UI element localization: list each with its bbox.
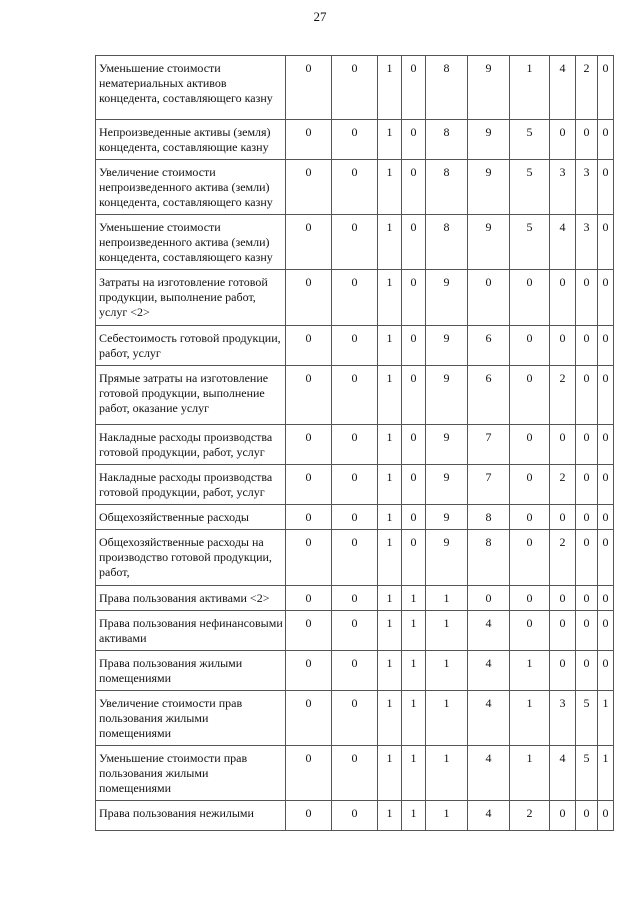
code-digit-cell: 4 [550,56,576,120]
code-digit-cell: 0 [332,215,378,270]
code-digit-cell: 1 [378,465,402,505]
code-digit-cell: 4 [468,611,510,651]
code-digit-cell: 0 [598,326,614,366]
code-digit-cell: 0 [402,56,426,120]
code-digit-cell: 1 [378,586,402,611]
code-digit-cell: 1 [426,586,468,611]
code-digit-cell: 0 [332,120,378,160]
code-digit-cell: 0 [510,366,550,425]
code-digit-cell: 0 [598,611,614,651]
account-name-cell: Уменьшение стоимости непроизведенного актива (земли) концедента, составляющего казну [96,215,286,270]
code-digit-cell: 1 [378,746,402,801]
table-row [96,586,614,611]
code-digit-cell: 0 [286,326,332,366]
code-digit-cell: 0 [286,56,332,120]
code-digit-cell: 1 [402,651,426,691]
code-digit-cell: 1 [598,691,614,746]
code-digit-cell: 4 [468,691,510,746]
account-name-cell: Права пользования нефинансовыми активами [96,611,286,651]
code-digit-cell: 0 [576,366,598,425]
code-digit-cell: 0 [332,611,378,651]
code-digit-cell: 0 [598,505,614,530]
account-codes-table [95,55,614,831]
code-digit-cell: 7 [468,465,510,505]
code-digit-cell: 8 [426,120,468,160]
code-digit-cell: 0 [402,366,426,425]
account-name-cell: Непроизведенные активы (земля) концедента, составляющие казну [96,120,286,160]
code-digit-cell: 5 [510,160,550,215]
code-digit-cell: 1 [378,56,402,120]
code-digit-cell: 0 [576,611,598,651]
code-digit-cell: 8 [426,160,468,215]
table-row [96,530,614,586]
code-digit-cell: 0 [550,651,576,691]
code-digit-cell: 0 [550,611,576,651]
code-digit-cell: 0 [598,215,614,270]
table-row [96,505,614,530]
code-digit-cell: 1 [378,120,402,160]
code-digit-cell: 9 [426,270,468,326]
code-digit-cell: 0 [576,586,598,611]
code-digit-cell: 0 [286,160,332,215]
code-digit-cell: 0 [576,326,598,366]
code-digit-cell: 9 [426,326,468,366]
code-digit-cell: 0 [286,215,332,270]
code-digit-cell: 0 [286,465,332,505]
code-digit-cell: 0 [286,611,332,651]
code-digit-cell: 2 [510,801,550,831]
code-digit-cell: 0 [286,801,332,831]
code-digit-cell: 0 [576,801,598,831]
code-digit-cell: 0 [402,530,426,586]
code-digit-cell: 0 [576,530,598,586]
code-digit-cell: 0 [576,651,598,691]
code-digit-cell: 3 [576,160,598,215]
table-row [96,611,614,651]
account-name-cell: Права пользования нежилыми [96,801,286,831]
code-digit-cell: 4 [468,746,510,801]
code-digit-cell: 0 [332,366,378,425]
code-digit-cell: 0 [550,425,576,465]
code-digit-cell: 0 [468,270,510,326]
code-digit-cell: 0 [402,326,426,366]
code-digit-cell: 0 [332,746,378,801]
code-digit-cell: 1 [378,366,402,425]
code-digit-cell: 0 [598,56,614,120]
account-name-cell: Себестоимость готовой продукции, работ, услуг [96,326,286,366]
code-digit-cell: 0 [598,801,614,831]
code-digit-cell: 4 [468,651,510,691]
code-digit-cell: 3 [550,160,576,215]
account-name-cell: Накладные расходы производства готовой продукции, работ, услуг [96,465,286,505]
code-digit-cell: 9 [426,505,468,530]
code-digit-cell: 4 [468,801,510,831]
code-digit-cell: 0 [550,801,576,831]
code-digit-cell: 1 [402,801,426,831]
table-row [96,120,614,160]
code-digit-cell: 0 [576,425,598,465]
code-digit-cell: 1 [378,425,402,465]
code-digit-cell: 1 [510,56,550,120]
table-row [96,691,614,746]
code-digit-cell: 1 [378,651,402,691]
code-digit-cell: 4 [550,746,576,801]
code-digit-cell: 0 [576,505,598,530]
code-digit-cell: 2 [550,465,576,505]
account-name-cell: Увеличение стоимости прав пользования жилыми помещениями [96,691,286,746]
code-digit-cell: 4 [550,215,576,270]
code-digit-cell: 2 [550,530,576,586]
code-digit-cell: 1 [510,746,550,801]
code-digit-cell: 1 [598,746,614,801]
code-digit-cell: 0 [598,586,614,611]
table-row [96,160,614,215]
account-name-cell: Прямые затраты на изготовление готовой продукции, выполнение работ, оказание услуг [96,366,286,425]
code-digit-cell: 0 [468,586,510,611]
code-digit-cell: 9 [468,160,510,215]
code-digit-cell: 5 [576,746,598,801]
code-digit-cell: 0 [598,465,614,505]
code-digit-cell: 1 [426,801,468,831]
code-digit-cell: 0 [576,270,598,326]
code-digit-cell: 1 [426,691,468,746]
code-digit-cell: 6 [468,366,510,425]
table-row [96,801,614,831]
code-digit-cell: 8 [426,215,468,270]
code-digit-cell: 0 [510,530,550,586]
page-number: 27 [313,9,327,24]
code-digit-cell: 1 [378,215,402,270]
code-digit-cell: 0 [286,586,332,611]
code-digit-cell: 9 [426,465,468,505]
code-digit-cell: 0 [576,465,598,505]
code-digit-cell: 1 [510,651,550,691]
code-digit-cell: 1 [426,746,468,801]
code-digit-cell: 9 [426,530,468,586]
account-name-cell: Накладные расходы производства готовой продукции, работ, услуг [96,425,286,465]
code-digit-cell: 1 [402,691,426,746]
code-digit-cell: 0 [598,270,614,326]
code-digit-cell: 0 [286,530,332,586]
code-digit-cell: 1 [378,611,402,651]
code-digit-cell: 0 [402,215,426,270]
code-digit-cell: 0 [402,120,426,160]
code-digit-cell: 1 [378,691,402,746]
code-digit-cell: 0 [402,465,426,505]
account-name-cell: Уменьшение стоимости нематериальных активов концедента, составляющего казну [96,56,286,120]
code-digit-cell: 9 [468,56,510,120]
table-row [96,651,614,691]
code-digit-cell: 5 [510,120,550,160]
table-row [96,326,614,366]
code-digit-cell: 0 [332,691,378,746]
code-digit-cell: 1 [378,160,402,215]
code-digit-cell: 0 [598,530,614,586]
code-digit-cell: 8 [468,505,510,530]
code-digit-cell: 1 [426,651,468,691]
code-digit-cell: 0 [598,160,614,215]
code-digit-cell: 9 [426,425,468,465]
account-name-cell: Права пользования активами <2> [96,586,286,611]
code-digit-cell: 0 [332,586,378,611]
code-digit-cell: 0 [332,270,378,326]
code-digit-cell: 0 [576,120,598,160]
code-digit-cell: 0 [332,425,378,465]
code-digit-cell: 1 [402,611,426,651]
code-digit-cell: 0 [286,505,332,530]
code-digit-cell: 9 [426,366,468,425]
code-digit-cell: 3 [550,691,576,746]
table-row [96,215,614,270]
code-digit-cell: 0 [332,505,378,530]
code-digit-cell: 0 [402,160,426,215]
code-digit-cell: 1 [402,586,426,611]
code-digit-cell: 6 [468,326,510,366]
code-digit-cell: 0 [286,425,332,465]
code-digit-cell: 3 [576,215,598,270]
code-digit-cell: 0 [286,651,332,691]
account-name-cell: Общехозяйственные расходы [96,505,286,530]
code-digit-cell: 0 [510,465,550,505]
code-digit-cell: 9 [468,120,510,160]
code-digit-cell: 5 [510,215,550,270]
code-digit-cell: 5 [576,691,598,746]
code-digit-cell: 1 [378,505,402,530]
account-name-cell: Увеличение стоимости непроизведенного актива (земли) концедента, составляющего казну [96,160,286,215]
code-digit-cell: 0 [332,465,378,505]
code-digit-cell: 0 [510,270,550,326]
code-digit-cell: 0 [402,505,426,530]
code-digit-cell: 8 [468,530,510,586]
code-digit-cell: 0 [510,425,550,465]
code-digit-cell: 0 [598,120,614,160]
code-digit-cell: 0 [332,326,378,366]
code-digit-cell: 2 [550,366,576,425]
code-digit-cell: 0 [332,530,378,586]
code-digit-cell: 1 [378,270,402,326]
code-digit-cell: 0 [550,505,576,530]
account-name-cell: Права пользования жилыми помещениями [96,651,286,691]
code-digit-cell: 1 [426,611,468,651]
code-digit-cell: 0 [402,270,426,326]
account-name-cell: Общехозяйственные расходы на производство готовой продукции, работ, [96,530,286,586]
code-digit-cell: 0 [510,611,550,651]
code-digit-cell: 0 [332,651,378,691]
code-digit-cell: 0 [332,801,378,831]
code-digit-cell: 8 [426,56,468,120]
table-row [96,465,614,505]
code-digit-cell: 1 [510,691,550,746]
code-digit-cell: 0 [550,270,576,326]
code-digit-cell: 0 [332,56,378,120]
code-digit-cell: 0 [286,366,332,425]
code-digit-cell: 0 [550,120,576,160]
table-row [96,425,614,465]
code-digit-cell: 0 [550,326,576,366]
code-digit-cell: 2 [576,56,598,120]
code-digit-cell: 0 [598,651,614,691]
code-digit-cell: 1 [402,746,426,801]
code-digit-cell: 0 [286,691,332,746]
code-digit-cell: 0 [510,505,550,530]
account-name-cell: Уменьшение стоимости прав пользования жилыми помещениями [96,746,286,801]
code-digit-cell: 0 [402,425,426,465]
code-digit-cell: 0 [598,425,614,465]
code-digit-cell: 0 [286,120,332,160]
code-digit-cell: 0 [550,586,576,611]
code-digit-cell: 0 [598,366,614,425]
table-row [96,270,614,326]
code-digit-cell: 0 [510,586,550,611]
code-digit-cell: 7 [468,425,510,465]
code-digit-cell: 1 [378,326,402,366]
code-digit-cell: 0 [286,746,332,801]
code-digit-cell: 1 [378,530,402,586]
table-body [96,56,614,831]
table-row [96,366,614,425]
table-row [96,56,614,120]
code-digit-cell: 9 [468,215,510,270]
code-digit-cell: 0 [332,160,378,215]
code-digit-cell: 0 [510,326,550,366]
account-name-cell: Затраты на изготовление готовой продукции, выполнение работ, услуг <2> [96,270,286,326]
code-digit-cell: 1 [378,801,402,831]
table-row [96,746,614,801]
code-digit-cell: 0 [286,270,332,326]
